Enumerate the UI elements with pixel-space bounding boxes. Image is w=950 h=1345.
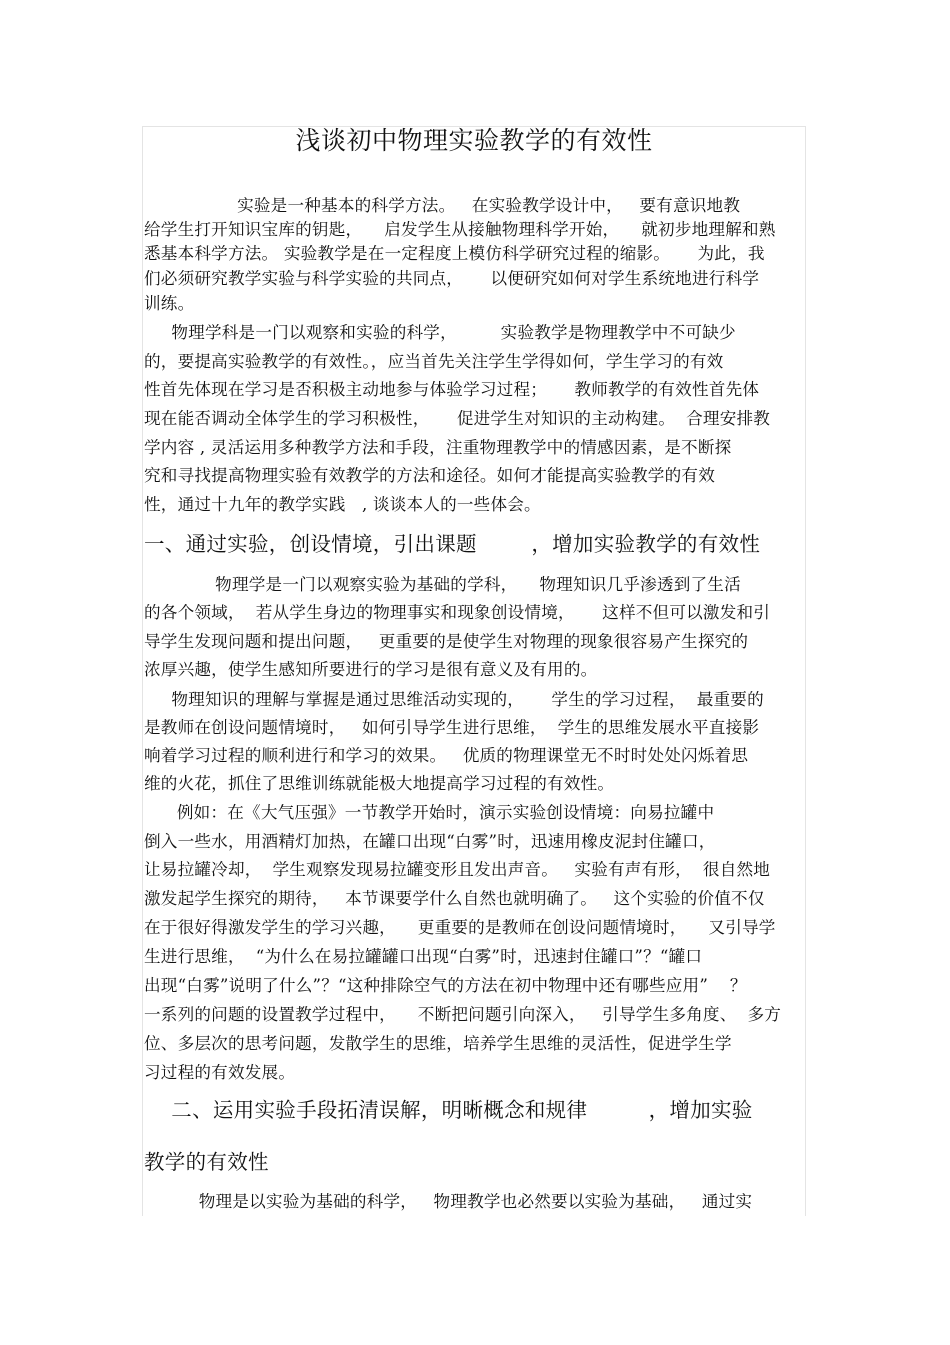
paragraph-line: 学内容 , 灵活运用多种教学方法和手段，注重物理教学中的情感因素，是不断探: [144, 438, 732, 457]
paragraph-line: 例如：在《大气压强》一节教学开始时，演示实验创设情境：向易拉罐中: [144, 803, 715, 822]
section-heading-1: 一、通过实验，创设情境，引出课题 ，增加实验教学的有效性: [144, 532, 761, 556]
paragraph-line: 习过程的有效发展。: [144, 1063, 296, 1082]
intro-line: 给学生打开知识宝库的钥匙， 启发学生从接触物理科学开始， 就初步地理解和熟: [144, 220, 776, 239]
paragraph-line: 的，要提高实验教学的有效性。，应当首先关注学生学得如何，学生学习的有效: [144, 352, 724, 371]
paragraph-line: 激发起学生探究的期待， 本节课要学什么自然也就明确了。 这个实验的价值不仅: [144, 889, 765, 908]
intro-line: 实验是一种基本的科学方法。 在实验教学设计中， 要有意识地教: [144, 196, 741, 215]
paragraph-line: 浓厚兴趣，使学生感知所要进行的学习是很有意义及有用的。: [144, 660, 598, 679]
paragraph-line: 性，通过十九年的教学实践 , 谈谈本人的一些体会。: [144, 495, 541, 514]
paragraph-line: 导学生发现问题和提出问题， 更重要的是使学生对物理的现象很容易产生探究的: [144, 632, 749, 651]
section-heading-2-continued: 教学的有效性: [144, 1150, 269, 1174]
paragraph-line: 物理知识的理解与掌握是通过思维活动实现的， 学生的学习过程， 最重要的: [144, 690, 764, 709]
section-heading-2: 二、运用实验手段拓清误解，明晰概念和规律 ，增加实验: [144, 1098, 753, 1122]
paragraph-line: 倒入一些水，用酒精灯加热，在罐口出现“白雾”时，迅速用橡皮泥封住罐口，: [144, 832, 716, 851]
paragraph-line: 究和寻找提高物理实验有效教学的方法和途径。如何才能提高实验教学的有效: [144, 466, 715, 485]
intro-line: 训练。: [144, 294, 195, 313]
paragraph-line: 出现“白雾”说明了什么”？“这种排除空气的方法在初中物理中还有哪些应用” ？: [144, 976, 747, 995]
paragraph-line: 的各个领域， 若从学生身边的物理事实和现象创设情境， 这样不但可以激发和引: [144, 603, 771, 622]
paragraph-line: 维的火花，抓住了思维训练就能极大地提高学习过程的有效性。: [144, 774, 615, 793]
paragraph-line: 现在能否调动全体学生的学习积极性， 促进学生对知识的主动构建。 合理安排教: [144, 409, 771, 428]
paragraph-line: 生进行思维， “为什么在易拉罐罐口出现“白雾”时，迅速封住罐口”？“罐口: [144, 947, 703, 966]
paragraph-line: 是教师在创设问题情境时， 如何引导学生进行思维， 学生的思维发展水平直接影: [144, 718, 760, 737]
paragraph-line: 物理是以实验为基础的科学， 物理教学也必然要以实验为基础， 通过实: [144, 1192, 753, 1211]
intro-line: 悉基本科学方法。 实验教学是在一定程度上模仿科学研究过程的缩影。 为此，我: [144, 244, 765, 263]
paragraph-line: 让易拉罐冷却， 学生观察发现易拉罐变形且发出声音。 实验有声有形， 很自然地: [144, 860, 771, 879]
paragraph-line: 物理学是一门以观察实验为基础的学科， 物理知识几乎渗透到了生活: [144, 575, 741, 594]
intro-line: 们必须研究教学实验与科学实验的共同点， 以便研究如何对学生系统地进行科学: [144, 269, 760, 288]
paragraph-line: 性首先体现在学习是否积极主动地参与体验学习过程； 教师教学的有效性首先体: [144, 380, 760, 399]
paragraph-line: 一系列的问题的设置教学过程中， 不断把问题引向深入， 引导学生多角度、 多方: [144, 1005, 782, 1024]
paragraph-line: 响着学习过程的顺利进行和学习的效果。 优质的物理课堂无不时时处处闪烁着思: [144, 746, 749, 765]
paragraph-line: 位、多层次的思考问题，发散学生的思维，培养学生思维的灵活性，促进学生学: [144, 1034, 732, 1053]
paragraph-line: 在于很好得激发学生的学习兴趣， 更重要的是教师在创设问题情境时， 又引导学: [144, 918, 776, 937]
paragraph-line: 物理学科是一门以观察和实验的科学， 实验教学是物理教学中不可缺少: [144, 323, 736, 342]
document-title: 浅谈初中物理实验教学的有效性: [295, 126, 653, 155]
